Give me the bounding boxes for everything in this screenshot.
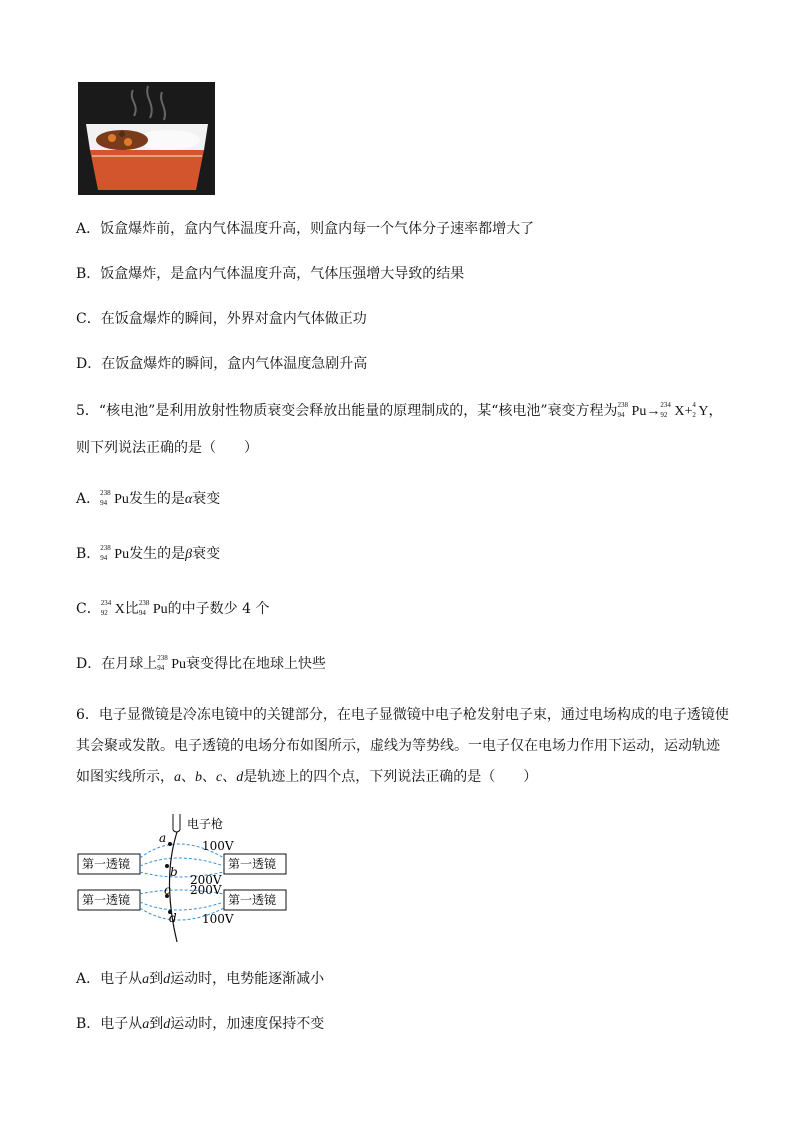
q6-stem-line2: 其会聚或发散。电子透镜的电场分布如图所示，虚线为等势线。一电子仅在电场力作用下运动，运动轨迹 [76, 738, 720, 754]
q4-option-c: C．在饭盒爆炸的瞬间，外界对盒内气体做正功 [76, 311, 367, 327]
v100-bottom: 100V [202, 912, 234, 926]
electron-gun-icon [173, 814, 180, 830]
q5-stem-line1: 5．“核电池”是利用放射性物质衰变会释放出能量的原理制成的，某“核电池”衰变方程为 238 94 Pu→ 234 92 X+ 4 2 Y， [76, 401, 723, 419]
q4-option-b: B．饭盒爆炸，是盒内气体温度升高，气体压强增大导致的结果 [76, 266, 465, 282]
v200-top: 200V [190, 873, 222, 887]
q6-option-b: B．电子从a到d运动时，加速度保持不变 [76, 1016, 325, 1032]
q6-stem-line3: 如图实线所示，a、b、c、d是轨迹上的四个点，下列说法正确的是（ ） [76, 769, 538, 785]
y-nuclide: 4 2 [692, 401, 696, 419]
lens-right-top-label: 第一透镜 [228, 857, 277, 871]
lens-left-bottom-label: 第一透镜 [82, 893, 131, 907]
lens-left-top-label: 第一透镜 [82, 857, 131, 871]
pu-nuclide: 238 94 [617, 401, 629, 419]
point-a [168, 842, 172, 846]
lens-right-bottom-label: 第一透镜 [228, 893, 277, 907]
q5-intro: 5．“核电池”是利用放射性物质衰变会释放出能量的原理制成的，某“核电池”衰变方程为 [76, 403, 618, 419]
point-b [165, 864, 169, 868]
q5-option-b: B． 238 94 Pu发生的是β衰变 [76, 544, 221, 562]
q6-stem-line1: 6．电子显微镜是冷冻电镜中的关键部分，在电子显微镜中电子枪发射电子束，通过电场构成的电子透镜使 [76, 707, 729, 723]
q5-option-d: D．在月球上 238 94 Pu衰变得比在地球上快些 [76, 654, 327, 672]
gun-label: 电子枪 [187, 817, 224, 831]
q6-option-a: A．电子从a到d运动时，电势能逐渐减小 [76, 971, 325, 987]
point-d-label: d [169, 911, 177, 925]
q4-option-a: A．饭盒爆炸前，盒内气体温度升高，则盒内每一个气体分子速率都增大了 [76, 221, 535, 237]
point-b-label: b [170, 865, 178, 879]
x-nuclide: 234 92 [660, 401, 671, 419]
v100-top: 100V [202, 839, 234, 853]
electron-lens-diagram [76, 810, 296, 950]
point-a-label: a [159, 831, 167, 845]
q5-option-a: A． 238 94 Pu发生的是α衰变 [76, 489, 221, 507]
q5-stem-line2: 则下列说法正确的是（ ） [76, 440, 258, 456]
v200-bottom: 200V [190, 883, 222, 897]
q5-option-c: C． 234 92 X比 238 94 Pu的中子数少 4 个 [76, 599, 270, 617]
q4-option-d: D．在饭盒爆炸的瞬间，盒内气体温度急剧升高 [76, 356, 368, 372]
rice-box-photo [78, 82, 215, 195]
point-c-label: c [164, 883, 171, 897]
